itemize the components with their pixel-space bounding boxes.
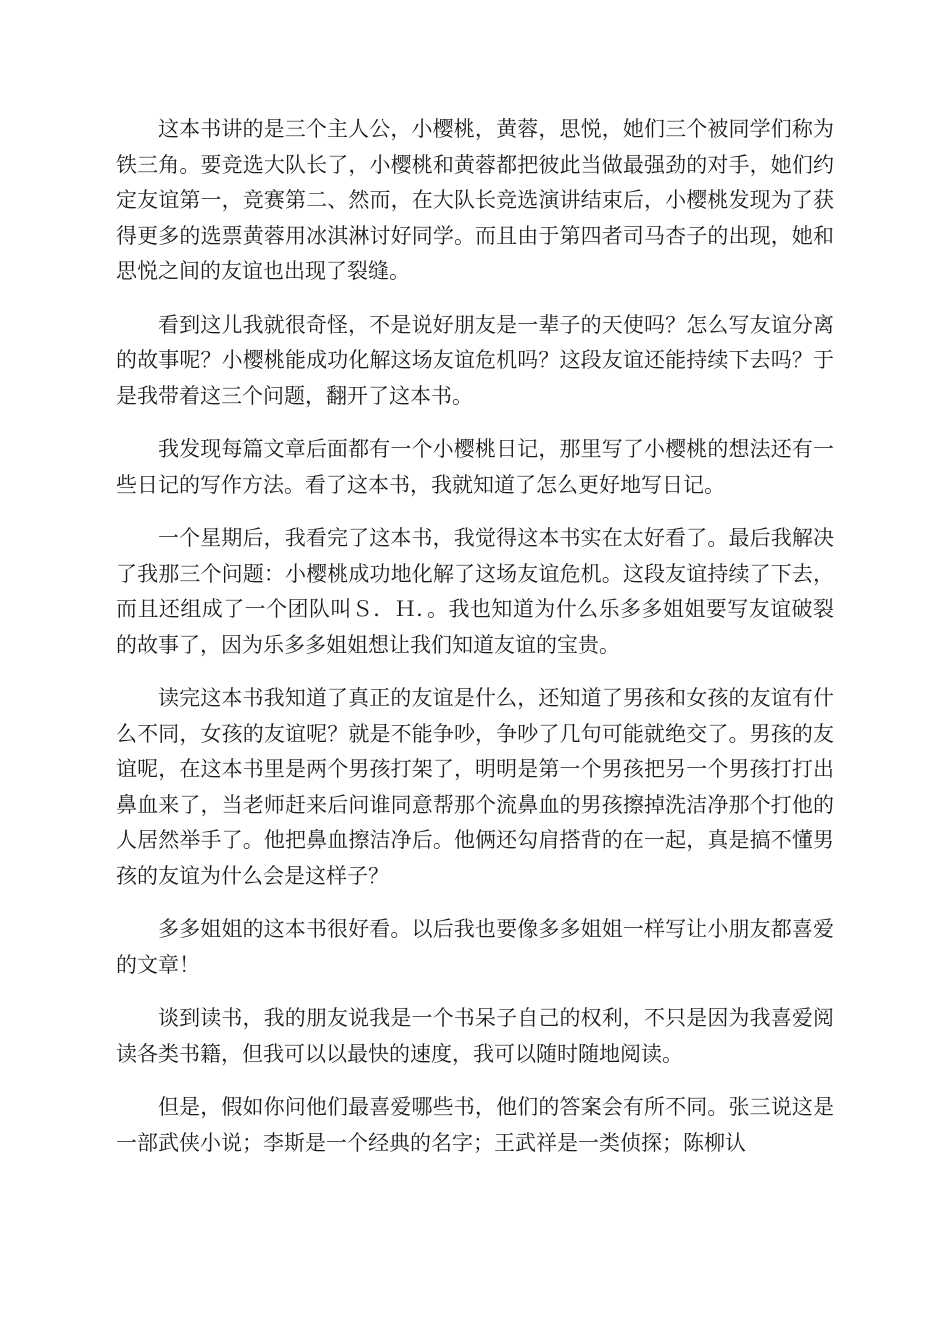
document-body xyxy=(116,112,834,1179)
paragraph-8: 但是，假如你问他们最喜爱哪些书，他们的答案会有所不同。张三说这是一部武侠小说；李斯是一个经典的名字；王武祥是一类侦探；陈柳认 xyxy=(116,1095,834,1155)
paragraph-6: 多多姐姐的这本书很好看。以后我也要像多多姐姐一样写让小朋友都喜爱的文章！ xyxy=(116,917,834,977)
paragraph-1: 这本书讲的是三个主人公，小樱桃，黄蓉，思悦，她们三个被同学们称为铁三角。要竞选大队长了，小樱桃和黄蓉都把彼此当做最强劲的对手，她们约定友谊第一，竞赛第二、然而，在大队长竞选演讲结束后，小樱桃发现为了获得更多的选票黄蓉用冰淇淋讨好同学。而且由于第四者司马杏子的出现，她和思悦之间的友谊也出现了裂缝。 xyxy=(116,117,834,283)
paragraph-7: 谈到读书，我的朋友说我是一个书呆子自己的权利，不只是因为我喜爱阅读各类书籍，但我可以以最快的速度，我可以随时随地阅读。 xyxy=(116,1006,834,1066)
paragraph-5: 读完这本书我知道了真正的友谊是什么，还知道了男孩和女孩的友谊有什么不同，女孩的友谊呢？就是不能争吵，争吵了几句可能就绝交了。男孩的友谊呢，在这本书里是两个男孩打架了，明明是第一个男孩把另一个男孩打打出鼻血来了，当老师赶来后问谁同意帮那个流鼻血的男孩擦掉洗洁净那个打他的人居然举手了。他把鼻血擦洁净后。他俩还勾肩搭背的在一起，真是搞不懂男孩的友谊为什么会是这样子？ xyxy=(116,686,834,888)
paragraph-3: 我发现每篇文章后面都有一个小樱桃日记，那里写了小樱桃的想法还有一些日记的写作方法。看了这本书，我就知道了怎么更好地写日记。 xyxy=(116,437,834,497)
paragraph-2: 看到这儿我就很奇怪，不是说好朋友是一辈子的天使吗？怎么写友谊分离的故事呢？小樱桃能成功化解这场友谊危机吗？这段友谊还能持续下去吗？于是我带着这三个问题，翻开了这本书。 xyxy=(116,312,834,408)
paragraph-4: 一个星期后，我看完了这本书，我觉得这本书实在太好看了。最后我解决了我那三个问题：小樱桃成功地化解了这场友谊危机。这段友谊持续了下去，而且还组成了一个团队叫Ｓ．Ｈ．。我也知道为什么乐多多姐姐要写友谊破裂的故事了，因为乐多多姐姐想让我们知道友谊的宝贵。 xyxy=(116,526,834,657)
